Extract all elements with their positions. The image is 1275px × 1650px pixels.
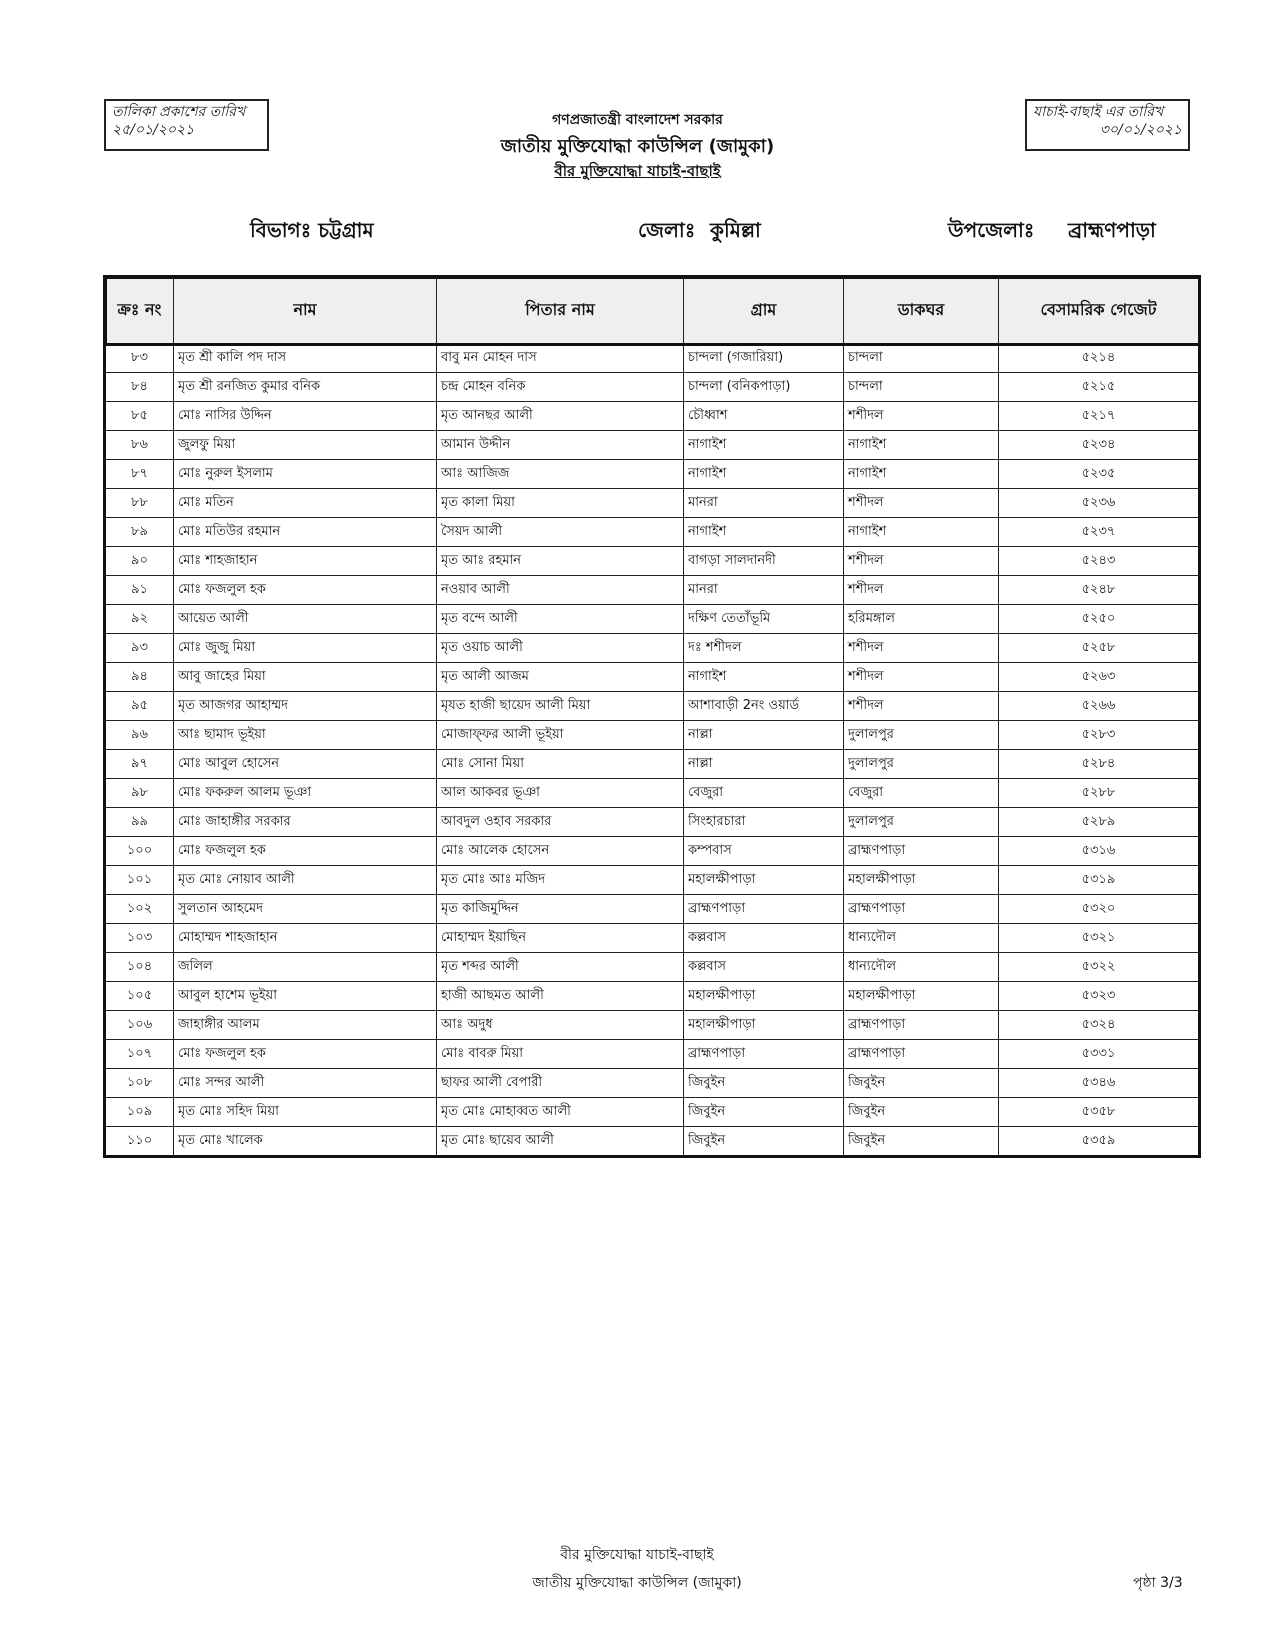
cell-father-name: মৃত আঃ রহমান: [437, 547, 684, 576]
cell-village: ব্রাহ্মণপাড়া: [684, 895, 844, 924]
cell-post-office: ব্রাহ্মণপাড়া: [844, 895, 999, 924]
cell-name: মোঃ ফজলুল হক: [174, 576, 437, 605]
cell-serial: ৯২: [106, 605, 174, 634]
cell-father-name: মৃত আলী আজম: [437, 663, 684, 692]
cell-serial: ৯৫: [106, 692, 174, 721]
cell-post-office: জিবুইন: [844, 1098, 999, 1127]
cell-post-office: নাগাইশ: [844, 518, 999, 547]
cell-post-office: শশীদল: [844, 402, 999, 431]
cell-village: মানরা: [684, 489, 844, 518]
government-title: গণপ্রজাতন্ত্রী বাংলাদেশ সরকার: [552, 112, 723, 128]
cell-father-name: সৈয়দ আলী: [437, 518, 684, 547]
cell-name: মোঃ নুরুল ইসলাম: [174, 460, 437, 489]
column-header-civil-gazette: বেসামরিক গেজেট: [999, 278, 1199, 344]
cell-father-name: মোঃ সোনা মিয়া: [437, 750, 684, 779]
cell-village: দঃ শশীদল: [684, 634, 844, 663]
cell-post-office: দুলালপুর: [844, 808, 999, 837]
cell-gazette: ৫২১৫: [999, 373, 1199, 402]
cell-name: জাহাঙ্গীর আলম: [174, 1011, 437, 1040]
cell-post-office: হরিমঙ্গাল: [844, 605, 999, 634]
table-row: [106, 721, 1199, 750]
table-row: [106, 518, 1199, 547]
cell-gazette: ৫৩১৬: [999, 837, 1199, 866]
cell-serial: ১০৩: [106, 924, 174, 953]
verification-date-label: যাচাই-বাছাই এর তারিখ: [1033, 104, 1164, 120]
cell-village: সিংহারচারা: [684, 808, 844, 837]
cell-name: জলিল: [174, 953, 437, 982]
cell-post-office: ধান্যদৌল: [844, 924, 999, 953]
cell-gazette: ৫৩২৪: [999, 1011, 1199, 1040]
cell-post-office: শশীদল: [844, 547, 999, 576]
table-row: [106, 344, 1199, 373]
table-row: [106, 866, 1199, 895]
cell-serial: ১০১: [106, 866, 174, 895]
cell-serial: ৮৮: [106, 489, 174, 518]
cell-post-office: শশীদল: [844, 663, 999, 692]
cell-gazette: ৫২৬৩: [999, 663, 1199, 692]
cell-gazette: ৫৩২১: [999, 924, 1199, 953]
cell-serial: ৯৭: [106, 750, 174, 779]
cell-gazette: ৫২৩৬: [999, 489, 1199, 518]
cell-village: নাগাইশ: [684, 663, 844, 692]
cell-post-office: শশীদল: [844, 692, 999, 721]
cell-father-name: মৃত শব্দর আলী: [437, 953, 684, 982]
cell-father-name: ছাফর আলী বেপারী: [437, 1069, 684, 1098]
cell-post-office: শশীদল: [844, 576, 999, 605]
cell-serial: ৯০: [106, 547, 174, 576]
division-label: বিভাগঃ চট্টগ্রাম: [250, 218, 374, 242]
cell-gazette: ৫২৪৮: [999, 576, 1199, 605]
cell-gazette: ৫২৮৯: [999, 808, 1199, 837]
table-row: [106, 982, 1199, 1011]
cell-serial: ৮৩: [106, 344, 174, 373]
cell-gazette: ৫২৮৮: [999, 779, 1199, 808]
cell-gazette: ৫২৬৬: [999, 692, 1199, 721]
cell-serial: ১০০: [106, 837, 174, 866]
cell-father-name: আঃ আজিজ: [437, 460, 684, 489]
column-header-post-office: ডাকঘর: [844, 278, 999, 344]
cell-gazette: ৫২৮৪: [999, 750, 1199, 779]
cell-father-name: মৃযত হাজী ছায়েদ আলী মিয়া: [437, 692, 684, 721]
cell-name: জুলফু মিয়া: [174, 431, 437, 460]
district-value: কুমিল্লা: [710, 218, 761, 242]
cell-village: মহালক্ষীপাড়া: [684, 1011, 844, 1040]
cell-village: নাগাইশ: [684, 460, 844, 489]
cell-serial: ৯৪: [106, 663, 174, 692]
table-row: [106, 373, 1199, 402]
cell-name: মোঃ সন্দর আলী: [174, 1069, 437, 1098]
table-row: [106, 634, 1199, 663]
document-title: [0, 160, 1275, 185]
cell-serial: ৯১: [106, 576, 174, 605]
cell-post-office: ব্রাহ্মণপাড়া: [844, 1011, 999, 1040]
cell-gazette: ৫২৪৩: [999, 547, 1199, 576]
column-header-father-name: পিতার নাম: [437, 278, 684, 344]
cell-village: আশাবাড়ী 2নং ওয়ার্ড: [684, 692, 844, 721]
cell-post-office: মহালক্ষীপাড়া: [844, 982, 999, 1011]
table-row: [106, 692, 1199, 721]
cell-gazette: ৫২১৭: [999, 402, 1199, 431]
freedom-fighter-table: [105, 277, 1199, 1156]
page-number: পৃষ্ঠা 3/3: [1133, 1575, 1183, 1591]
cell-serial: ১০২: [106, 895, 174, 924]
cell-gazette: ৫৩৫৯: [999, 1127, 1199, 1156]
cell-name: মোঃ ফজলুল হক: [174, 1040, 437, 1069]
cell-father-name: মোজাফ্ফর আলী ভূইয়া: [437, 721, 684, 750]
cell-serial: ১১০: [106, 1127, 174, 1156]
cell-village: নাগাইশ: [684, 431, 844, 460]
cell-gazette: ৫২৩৫: [999, 460, 1199, 489]
publish-date-label: তালিকা প্রকাশের তারিখ: [112, 104, 246, 120]
table-row: [106, 837, 1199, 866]
cell-father-name: আবদুল ওহাব সরকার: [437, 808, 684, 837]
table-row: [106, 1040, 1199, 1069]
table-row: [106, 953, 1199, 982]
cell-post-office: নাগাইশ: [844, 460, 999, 489]
cell-village: মহালক্ষীপাড়া: [684, 982, 844, 1011]
cell-serial: ১০৯: [106, 1098, 174, 1127]
cell-serial: ৮৬: [106, 431, 174, 460]
cell-father-name: আল আকবর ভূঞা: [437, 779, 684, 808]
cell-name: আয়েত আলী: [174, 605, 437, 634]
cell-father-name: নওয়াব আলী: [437, 576, 684, 605]
cell-gazette: ৫৩৪৬: [999, 1069, 1199, 1098]
cell-gazette: ৫৩৩১: [999, 1040, 1199, 1069]
table-row: [106, 750, 1199, 779]
cell-serial: ১০৫: [106, 982, 174, 1011]
cell-name: মৃত মোঃ সহিদ মিয়া: [174, 1098, 437, 1127]
cell-serial: ৯৬: [106, 721, 174, 750]
table-row: [106, 779, 1199, 808]
cell-name: মোঃ মতিন: [174, 489, 437, 518]
cell-father-name: মোহাম্মদ ইয়াছিন: [437, 924, 684, 953]
cell-serial: ৯৮: [106, 779, 174, 808]
cell-post-office: বেজুরা: [844, 779, 999, 808]
cell-father-name: মৃত কালা মিয়া: [437, 489, 684, 518]
cell-name: মৃত শ্রী কালি পদ দাস: [174, 344, 437, 373]
table-row: [106, 460, 1199, 489]
table-row: [106, 605, 1199, 634]
cell-name: মৃত আজগর আহাম্মদ: [174, 692, 437, 721]
cell-father-name: হাজী আছমত আলী: [437, 982, 684, 1011]
cell-village: চৌধ্বাশ: [684, 402, 844, 431]
cell-gazette: ৫২৮৩: [999, 721, 1199, 750]
cell-name: মোঃ জাহাঙ্গীর সরকার: [174, 808, 437, 837]
cell-gazette: ৫৩২০: [999, 895, 1199, 924]
cell-gazette: ৫২৩৪: [999, 431, 1199, 460]
cell-father-name: মৃত বন্দে আলী: [437, 605, 684, 634]
cell-village: জিবুইন: [684, 1069, 844, 1098]
cell-gazette: ৫২৫৮: [999, 634, 1199, 663]
publish-date-value: ২৫/০১/২০২১: [112, 122, 195, 138]
footer-title: বীর মুক্তিযোদ্ধা যাচাই-বাছাই: [560, 1547, 714, 1563]
cell-serial: ১০৭: [106, 1040, 174, 1069]
cell-serial: ৯৩: [106, 634, 174, 663]
district-label: জেলাঃ: [638, 218, 696, 242]
cell-father-name: বাবু মন মোহন দাস: [437, 344, 684, 373]
cell-father-name: মৃত কাজিমুদ্দিন: [437, 895, 684, 924]
table-body: [106, 344, 1199, 1156]
column-header-serial: ক্রঃ নং: [106, 278, 174, 344]
cell-father-name: মৃত মোঃ ছায়েব আলী: [437, 1127, 684, 1156]
cell-village: কল্লবাস: [684, 924, 844, 953]
cell-father-name: আমান উদ্দীন: [437, 431, 684, 460]
cell-post-office: ধান্যদৌল: [844, 953, 999, 982]
table-row: [106, 895, 1199, 924]
cell-name: মৃত শ্রী রনজিত কুমার বনিক: [174, 373, 437, 402]
cell-name: মোঃ নাসির উদ্দিন: [174, 402, 437, 431]
cell-name: মোঃ শাহজাহান: [174, 547, 437, 576]
table-row: [106, 489, 1199, 518]
table-row: [106, 402, 1199, 431]
cell-post-office: জিবুইন: [844, 1069, 999, 1098]
cell-gazette: ৫৩২৩: [999, 982, 1199, 1011]
cell-post-office: নাগাইশ: [844, 431, 999, 460]
table-row: [106, 924, 1199, 953]
table-row: [106, 576, 1199, 605]
table-row: [106, 547, 1199, 576]
cell-name: মোহাম্মদ শাহজাহান: [174, 924, 437, 953]
cell-father-name: চন্দ্র মোহন বনিক: [437, 373, 684, 402]
cell-serial: ১০৮: [106, 1069, 174, 1098]
cell-village: নাল্লা: [684, 721, 844, 750]
table-row: [106, 808, 1199, 837]
column-header-name: নাম: [174, 278, 437, 344]
cell-serial: ৮৪: [106, 373, 174, 402]
cell-father-name: মৃত মোঃ মোহাব্বত আলী: [437, 1098, 684, 1127]
cell-father-name: মৃত মোঃ আঃ মজিদ: [437, 866, 684, 895]
table-row: [106, 1011, 1199, 1040]
cell-post-office: ব্রাহ্মণপাড়া: [844, 1040, 999, 1069]
cell-name: সুলতান আহমেদ: [174, 895, 437, 924]
cell-serial: ১০৪: [106, 953, 174, 982]
cell-village: কল্লবাস: [684, 953, 844, 982]
cell-village: বাগড়া সালদানদী: [684, 547, 844, 576]
table-header-row: [106, 278, 1199, 344]
table-row: [106, 1069, 1199, 1098]
cell-village: কম্পবাস: [684, 837, 844, 866]
upazila-value: ব্রাহ্মণপাড়া: [1068, 218, 1156, 242]
cell-serial: ১০৬: [106, 1011, 174, 1040]
cell-name: মোঃ ফকরুল আলম ভূঞা: [174, 779, 437, 808]
cell-village: মহালক্ষীপাড়া: [684, 866, 844, 895]
cell-name: মৃত মোঃ নোয়াব আলী: [174, 866, 437, 895]
table-row: [106, 1098, 1199, 1127]
cell-father-name: মোঃ আলেক হোসেন: [437, 837, 684, 866]
cell-post-office: দুলালপুর: [844, 721, 999, 750]
cell-post-office: শশীদল: [844, 489, 999, 518]
cell-post-office: চান্দলা: [844, 373, 999, 402]
table-row: [106, 1127, 1199, 1156]
cell-village: নাগাইশ: [684, 518, 844, 547]
cell-gazette: ৫২৩৭: [999, 518, 1199, 547]
cell-father-name: আঃ অদুধ: [437, 1011, 684, 1040]
cell-village: দক্ষিণ তেতাঁভূমি: [684, 605, 844, 634]
verification-date-value: ৩০/০১/২০২১: [1099, 122, 1182, 138]
cell-name: মোঃ আবুল হোসেন: [174, 750, 437, 779]
cell-village: চান্দলা (বনিকপাড়া): [684, 373, 844, 402]
cell-post-office: ব্রাহ্মণপাড়া: [844, 837, 999, 866]
column-header-village: গ্রাম: [684, 278, 844, 344]
cell-post-office: শশীদল: [844, 634, 999, 663]
cell-village: জিবুইন: [684, 1098, 844, 1127]
footer-council: জাতীয় মুক্তিযোদ্ধা কাউন্সিল (জামুকা): [532, 1575, 742, 1591]
cell-gazette: ৫২১৪: [999, 344, 1199, 373]
cell-serial: ৮৯: [106, 518, 174, 547]
cell-name: আঃ ছামাদ ভূইয়া: [174, 721, 437, 750]
cell-serial: ৮৭: [106, 460, 174, 489]
table-row: [106, 431, 1199, 460]
table-row: [106, 663, 1199, 692]
cell-post-office: মহালক্ষীপাড়া: [844, 866, 999, 895]
cell-gazette: ৫২৫০: [999, 605, 1199, 634]
document-title-text: বীর মুক্তিযোদ্ধা যাচাই-বাছাই: [554, 162, 721, 180]
cell-village: বেজুরা: [684, 779, 844, 808]
cell-gazette: ৫৩৫৮: [999, 1098, 1199, 1127]
cell-village: জিবুইন: [684, 1127, 844, 1156]
cell-father-name: মৃত ওয়াচ আলী: [437, 634, 684, 663]
cell-gazette: ৫৩২২: [999, 953, 1199, 982]
cell-name: মৃত মোঃ খালেক: [174, 1127, 437, 1156]
council-title: জাতীয় মুক্তিযোদ্ধা কাউন্সিল (জামুকা): [500, 136, 775, 157]
cell-father-name: মোঃ বাবরু মিয়া: [437, 1040, 684, 1069]
cell-village: ব্রাহ্মণপাড়া: [684, 1040, 844, 1069]
cell-serial: ৮৫: [106, 402, 174, 431]
cell-name: মোঃ ফজলুল হক: [174, 837, 437, 866]
cell-post-office: চান্দলা: [844, 344, 999, 373]
upazila-label: উপজেলাঃ: [948, 218, 1035, 242]
cell-serial: ৯৯: [106, 808, 174, 837]
cell-village: নাল্লা: [684, 750, 844, 779]
cell-village: মানরা: [684, 576, 844, 605]
cell-name: মোঃ জুজু মিয়া: [174, 634, 437, 663]
cell-father-name: মৃত আনছর আলী: [437, 402, 684, 431]
cell-name: আবু জাহের মিয়া: [174, 663, 437, 692]
cell-post-office: দুলালপুর: [844, 750, 999, 779]
cell-village: চান্দলা (গজারিয়া): [684, 344, 844, 373]
cell-name: আবুল হাশেম ভূইয়া: [174, 982, 437, 1011]
cell-gazette: ৫৩১৯: [999, 866, 1199, 895]
cell-name: মোঃ মতিউর রহমান: [174, 518, 437, 547]
cell-post-office: জিবুইন: [844, 1127, 999, 1156]
